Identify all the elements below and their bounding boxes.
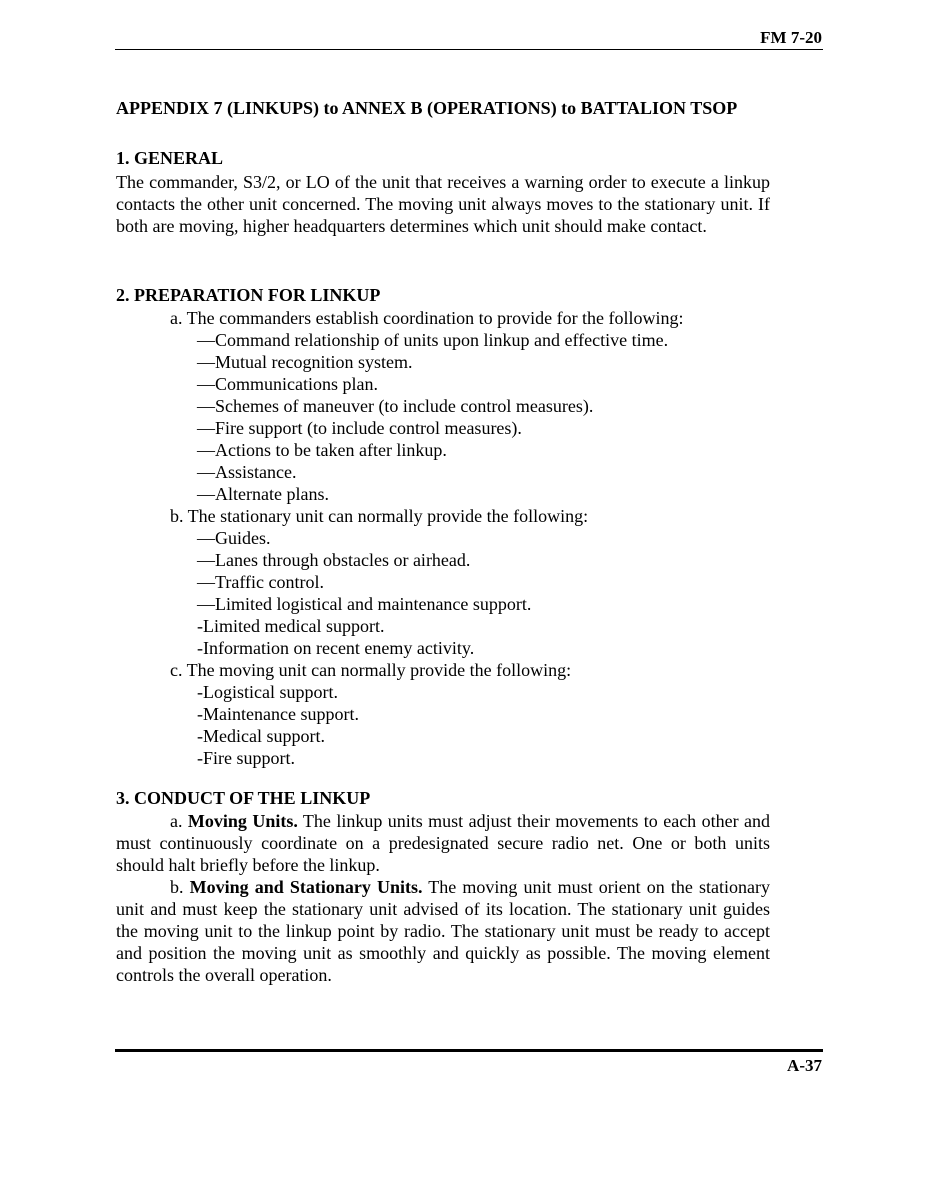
page-title: APPENDIX 7 (LINKUPS) to ANNEX B (OPERATIONS) to BATTALION TSOP (116, 98, 738, 118)
para-b-prefix: b. (170, 877, 190, 897)
subsection-b-list (170, 527, 684, 659)
section3-heading: 3. CONDUCT OF THE LINKUP (116, 788, 371, 808)
para-a-text: The linkup units must adjust their movements to each other and must continuously coordinate on a predesignated secure radio net. One or both units should halt briefly before the linkup. (116, 811, 770, 875)
list-item: -Medical support. (197, 726, 325, 746)
subsection-c-label: c. The moving unit can normally provide the following: (170, 660, 572, 680)
para-a-prefix: a. (170, 811, 188, 831)
header-rule (115, 49, 823, 50)
header-doc-id: FM 7-20 (760, 28, 822, 47)
subsection-b-label: b. The stationary unit can normally provide the following: (170, 506, 589, 526)
para-b-text: The moving unit must orient on the stationary unit and must keep the stationary unit advised of its location. The stationary unit guides the moving unit to the linkup point by radio. The stationary unit must be ready to accept and position the moving unit as smoothly and quickly as possible. The moving element controls the overall operation. (116, 877, 770, 985)
list-item: —Traffic control. (197, 572, 324, 592)
section2-subsection-a (170, 307, 684, 769)
para-b-bold-lead: Moving and Stationary Units. (189, 877, 423, 897)
subsection-a-list (170, 329, 684, 505)
list-item: -Maintenance support. (197, 704, 359, 724)
section1-paragraph (116, 171, 770, 237)
section3-paragraph-b (116, 876, 770, 986)
list-item: -Limited medical support. (197, 616, 385, 636)
section3-paragraphs (116, 810, 770, 986)
list-item: —Mutual recognition system. (197, 352, 413, 372)
list-item: -Information on recent enemy activity. (197, 638, 475, 658)
section3-paragraph-a (116, 810, 770, 876)
page-number: A-37 (787, 1056, 822, 1075)
list-item: —Actions to be taken after linkup. (197, 440, 447, 460)
section1-heading: 1. GENERAL (116, 148, 224, 168)
section1-text: The commander, S3/2, or LO of the unit that receives a warning order to execute a linkup contacts the other unit concerned. The moving unit always moves to the stationary unit. If both are moving, higher headquarters determines which unit should make contact. (116, 172, 770, 236)
subsection-c-list (170, 681, 684, 769)
list-item: —Schemes of maneuver (to include control measures). (197, 396, 594, 416)
list-item: -Logistical support. (197, 682, 338, 702)
list-item: —Alternate plans. (197, 484, 329, 504)
section2-heading: 2. PREPARATION FOR LINKUP (116, 285, 381, 305)
list-item: —Communications plan. (197, 374, 378, 394)
list-item: -Fire support. (197, 748, 295, 768)
list-item: —Assistance. (197, 462, 297, 482)
list-item: —Command relationship of units upon linkup and effective time. (197, 330, 669, 350)
footer-rule (115, 1049, 823, 1052)
para-a-bold-lead: Moving Units. (187, 811, 298, 831)
list-item: —Limited logistical and maintenance support. (197, 594, 532, 614)
subsection-a-label: a. The commanders establish coordination to provide for the following: (170, 308, 684, 328)
list-item: —Fire support (to include control measures). (197, 418, 522, 438)
list-item: —Guides. (197, 528, 271, 548)
list-item: —Lanes through obstacles or airhead. (197, 550, 471, 570)
